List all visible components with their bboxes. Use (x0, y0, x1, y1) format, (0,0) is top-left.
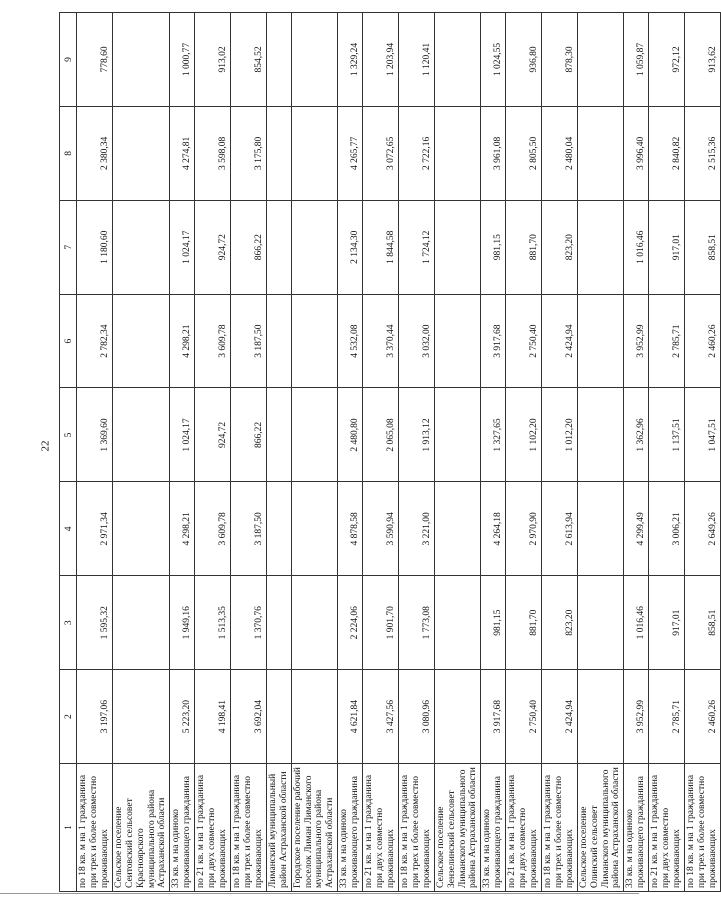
table-row (685, 13, 721, 892)
page-number: 22 (39, 440, 52, 452)
table-cell (577, 294, 624, 388)
table-cell: 1 370,76 (230, 576, 266, 670)
row-label: Сельское поселение Олинский сельсовет Лиманского муниципального района Астраханской области (577, 764, 624, 892)
table-cell (266, 576, 291, 670)
table-cell (112, 106, 170, 200)
table-cell (577, 13, 624, 107)
table-cell: 3 996,40 (624, 106, 649, 200)
table-cell: 2 424,94 (541, 670, 577, 764)
row-label: Сельское поселение Зензелинский сельсовет Лиманского муниципального района Астраханской области (434, 764, 481, 892)
table-cell: 3 952,99 (624, 294, 649, 388)
row-label: по 21 кв. м на 1 гражданина при двух совместно проживающих (363, 764, 399, 892)
table-cell: 3 961,08 (481, 106, 506, 200)
row-label: по 18 кв. м на 1 гражданина при трех и более совместно проживающих (685, 764, 721, 892)
table-cell: 3 032,00 (398, 294, 434, 388)
table-cell (291, 388, 338, 482)
table-cell: 3 221,00 (398, 482, 434, 576)
table-row (541, 13, 577, 892)
table-cell (291, 200, 338, 294)
table-cell (434, 482, 481, 576)
table-cell: 3 590,94 (363, 482, 399, 576)
table-cell (577, 388, 624, 482)
table-row (291, 13, 338, 892)
table-cell: 2 613,94 (541, 482, 577, 576)
table-cell: 1 024,17 (170, 200, 195, 294)
table-cell: 3 692,04 (230, 670, 266, 764)
table-cell: 823,20 (541, 200, 577, 294)
table-cell (434, 294, 481, 388)
table-cell (577, 576, 624, 670)
row-label: 33 кв. м на одиноко проживающего гражданина (170, 764, 195, 892)
table-cell: 1 012,20 (541, 388, 577, 482)
table-cell: 2 515,36 (685, 106, 721, 200)
row-label: по 18 кв. м на 1 гражданина при трех и более совместно проживающих (398, 764, 434, 892)
column-header: 7 (60, 200, 77, 294)
table-cell (266, 388, 291, 482)
table-cell (577, 106, 624, 200)
table-cell (291, 13, 338, 107)
table-cell: 2 480,80 (338, 388, 363, 482)
page-bottom-rule (0, 893, 639, 894)
table-cell: 3 427,56 (363, 670, 399, 764)
table-row (624, 13, 649, 892)
table-cell: 3 072,65 (363, 106, 399, 200)
table-cell: 3 175,80 (230, 106, 266, 200)
table-cell: 913,62 (685, 13, 721, 107)
table-cell: 2 782,34 (77, 294, 113, 388)
table-cell: 981,15 (481, 576, 506, 670)
column-header: 2 (60, 670, 77, 764)
row-label: по 18 кв. м на 1 гражданина при трех и более совместно проживающих (77, 764, 113, 892)
table-cell: 2 785,71 (649, 670, 685, 764)
table-cell (112, 670, 170, 764)
table-cell (434, 388, 481, 482)
table-row (266, 13, 291, 892)
table-cell: 4 298,21 (170, 294, 195, 388)
table-cell: 981,15 (481, 200, 506, 294)
table-cell: 2 649,26 (685, 482, 721, 576)
table-cell: 2 750,40 (506, 294, 542, 388)
table-cell: 1 059,87 (624, 13, 649, 107)
table-cell: 3 609,78 (195, 294, 231, 388)
table-cell (577, 200, 624, 294)
table-cell (434, 13, 481, 107)
row-label: 33 кв. м на одиноко проживающего гражданина (338, 764, 363, 892)
table-row (77, 13, 113, 892)
table-cell: 2 480,04 (541, 106, 577, 200)
table-cell: 854,52 (230, 13, 266, 107)
table-cell: 2 134,30 (338, 200, 363, 294)
table-cell: 2 065,08 (363, 388, 399, 482)
table-cell (434, 670, 481, 764)
table-cell: 1 369,60 (77, 388, 113, 482)
table-cell: 1 016,46 (624, 576, 649, 670)
table-cell: 3 187,50 (230, 294, 266, 388)
housing-cost-table (59, 12, 721, 892)
table-row (363, 13, 399, 892)
table-cell: 881,70 (506, 200, 542, 294)
table-row (649, 13, 685, 892)
table-cell (112, 576, 170, 670)
table-cell: 917,01 (649, 200, 685, 294)
table-cell: 2 380,34 (77, 106, 113, 200)
table-cell: 4 299,49 (624, 482, 649, 576)
column-header: 9 (60, 13, 77, 107)
table-cell: 4 878,58 (338, 482, 363, 576)
table-cell (434, 200, 481, 294)
table-cell: 4 298,21 (170, 482, 195, 576)
table-cell: 1 595,32 (77, 576, 113, 670)
table-cell (291, 106, 338, 200)
table-cell: 917,01 (649, 576, 685, 670)
table-cell: 1 047,51 (685, 388, 721, 482)
table-cell: 1 513,35 (195, 576, 231, 670)
table-cell (577, 670, 624, 764)
table-cell: 1 016,46 (624, 200, 649, 294)
table-cell: 924,72 (195, 200, 231, 294)
column-header: 8 (60, 106, 77, 200)
table-row (195, 13, 231, 892)
table-cell: 858,51 (685, 200, 721, 294)
table-cell (577, 482, 624, 576)
table-cell: 4 274,81 (170, 106, 195, 200)
table-cell (434, 106, 481, 200)
table-cell: 1 329,24 (338, 13, 363, 107)
table-cell: 881,70 (506, 576, 542, 670)
table-cell: 3 080,96 (398, 670, 434, 764)
table-cell: 4 532,08 (338, 294, 363, 388)
table-cell (112, 13, 170, 107)
table-cell: 3 917,68 (481, 670, 506, 764)
table-cell: 3 370,44 (363, 294, 399, 388)
table-cell (291, 576, 338, 670)
table-cell: 1 137,51 (649, 388, 685, 482)
table-cell: 878,30 (541, 13, 577, 107)
row-label: по 18 кв. м на 1 гражданина при трех и более совместно проживающих (230, 764, 266, 892)
table-cell (291, 294, 338, 388)
table-cell: 936,80 (506, 13, 542, 107)
table-cell: 1 913,12 (398, 388, 434, 482)
table-cell: 778,60 (77, 13, 113, 107)
table-cell: 866,22 (230, 388, 266, 482)
table-cell (112, 294, 170, 388)
table-cell (112, 200, 170, 294)
table-cell: 5 223,20 (170, 670, 195, 764)
table-cell: 1 180,60 (77, 200, 113, 294)
table-cell: 4 198,41 (195, 670, 231, 764)
table-cell: 1 102,20 (506, 388, 542, 482)
column-header: 4 (60, 482, 77, 576)
table-cell: 1 773,08 (398, 576, 434, 670)
table-cell: 2 805,50 (506, 106, 542, 200)
table-cell (266, 106, 291, 200)
table-cell (434, 576, 481, 670)
table-cell (112, 482, 170, 576)
table-cell: 858,51 (685, 576, 721, 670)
row-label: по 21 кв. м на 1 гражданина при двух совместно проживающих (195, 764, 231, 892)
table-row (230, 13, 266, 892)
table-cell (266, 670, 291, 764)
table-cell: 3 952,99 (624, 670, 649, 764)
table-cell: 2 224,06 (338, 576, 363, 670)
row-label: Городское поселение рабочий поселок Лиман Лиманского муниципального района Астраханской области (291, 764, 338, 892)
row-label: по 18 кв. м на 1 гражданина при трех и более совместно проживающих (541, 764, 577, 892)
table-cell: 1 327,65 (481, 388, 506, 482)
table-cell (266, 13, 291, 107)
table-cell: 3 187,50 (230, 482, 266, 576)
table-cell (291, 670, 338, 764)
table-row (170, 13, 195, 892)
column-header: 5 (60, 388, 77, 482)
row-label: 33 кв. м на одиноко проживающего гражданина (481, 764, 506, 892)
column-header: 3 (60, 576, 77, 670)
table-cell: 1 000,77 (170, 13, 195, 107)
table-cell: 3 197,06 (77, 670, 113, 764)
row-label: по 21 кв. м на 1 гражданина при двух совместно проживающих (649, 764, 685, 892)
table-cell: 2 970,90 (506, 482, 542, 576)
table-cell: 913,02 (195, 13, 231, 107)
table-cell: 1 120,41 (398, 13, 434, 107)
table-row (577, 13, 624, 892)
table-cell: 1 844,58 (363, 200, 399, 294)
rotated-page-content (59, 12, 718, 892)
table-cell: 1 024,55 (481, 13, 506, 107)
table-row (112, 13, 170, 892)
table-cell: 924,72 (195, 388, 231, 482)
table-cell: 2 460,26 (685, 670, 721, 764)
table-cell: 4 265,77 (338, 106, 363, 200)
table-cell (291, 482, 338, 576)
column-header: 6 (60, 294, 77, 388)
row-label: по 21 кв. м на 1 гражданина при двух совместно проживающих (506, 764, 542, 892)
table-header-row (60, 13, 77, 892)
table-cell: 2 424,94 (541, 294, 577, 388)
table-cell: 866,22 (230, 200, 266, 294)
row-label: Сельское поселение Сеитовский сельсовет Красноярского муниципального района Астраханской области (112, 764, 170, 892)
table-cell: 3 598,08 (195, 106, 231, 200)
table-cell: 823,20 (541, 576, 577, 670)
table-cell: 2 840,82 (649, 106, 685, 200)
table-row (481, 13, 506, 892)
table-cell: 1 901,70 (363, 576, 399, 670)
table-cell: 3 609,78 (195, 482, 231, 576)
table-cell (266, 200, 291, 294)
table-row (434, 13, 481, 892)
table-cell: 1 203,94 (363, 13, 399, 107)
table-cell: 4 621,84 (338, 670, 363, 764)
table-cell: 1 024,17 (170, 388, 195, 482)
table-cell: 972,12 (649, 13, 685, 107)
table-row (338, 13, 363, 892)
table-cell: 4 264,18 (481, 482, 506, 576)
table-cell: 1 362,96 (624, 388, 649, 482)
table-body (77, 13, 721, 892)
table-cell (266, 294, 291, 388)
table-cell: 3 917,68 (481, 294, 506, 388)
row-label: 33 кв. м на одиноко проживающего гражданина (624, 764, 649, 892)
column-header: 1 (60, 764, 77, 892)
table-cell: 3 006,21 (649, 482, 685, 576)
table-cell (266, 482, 291, 576)
table-cell (112, 388, 170, 482)
table-cell: 2 460,26 (685, 294, 721, 388)
table-cell: 1 724,12 (398, 200, 434, 294)
table-cell: 2 750,40 (506, 670, 542, 764)
row-label: Лиманский муниципальный район Астраханской области (266, 764, 291, 892)
table-cell: 2 722,16 (398, 106, 434, 200)
table-row (398, 13, 434, 892)
table-cell: 2 785,71 (649, 294, 685, 388)
table-cell: 2 971,34 (77, 482, 113, 576)
table-cell: 1 949,16 (170, 576, 195, 670)
table-row (506, 13, 542, 892)
